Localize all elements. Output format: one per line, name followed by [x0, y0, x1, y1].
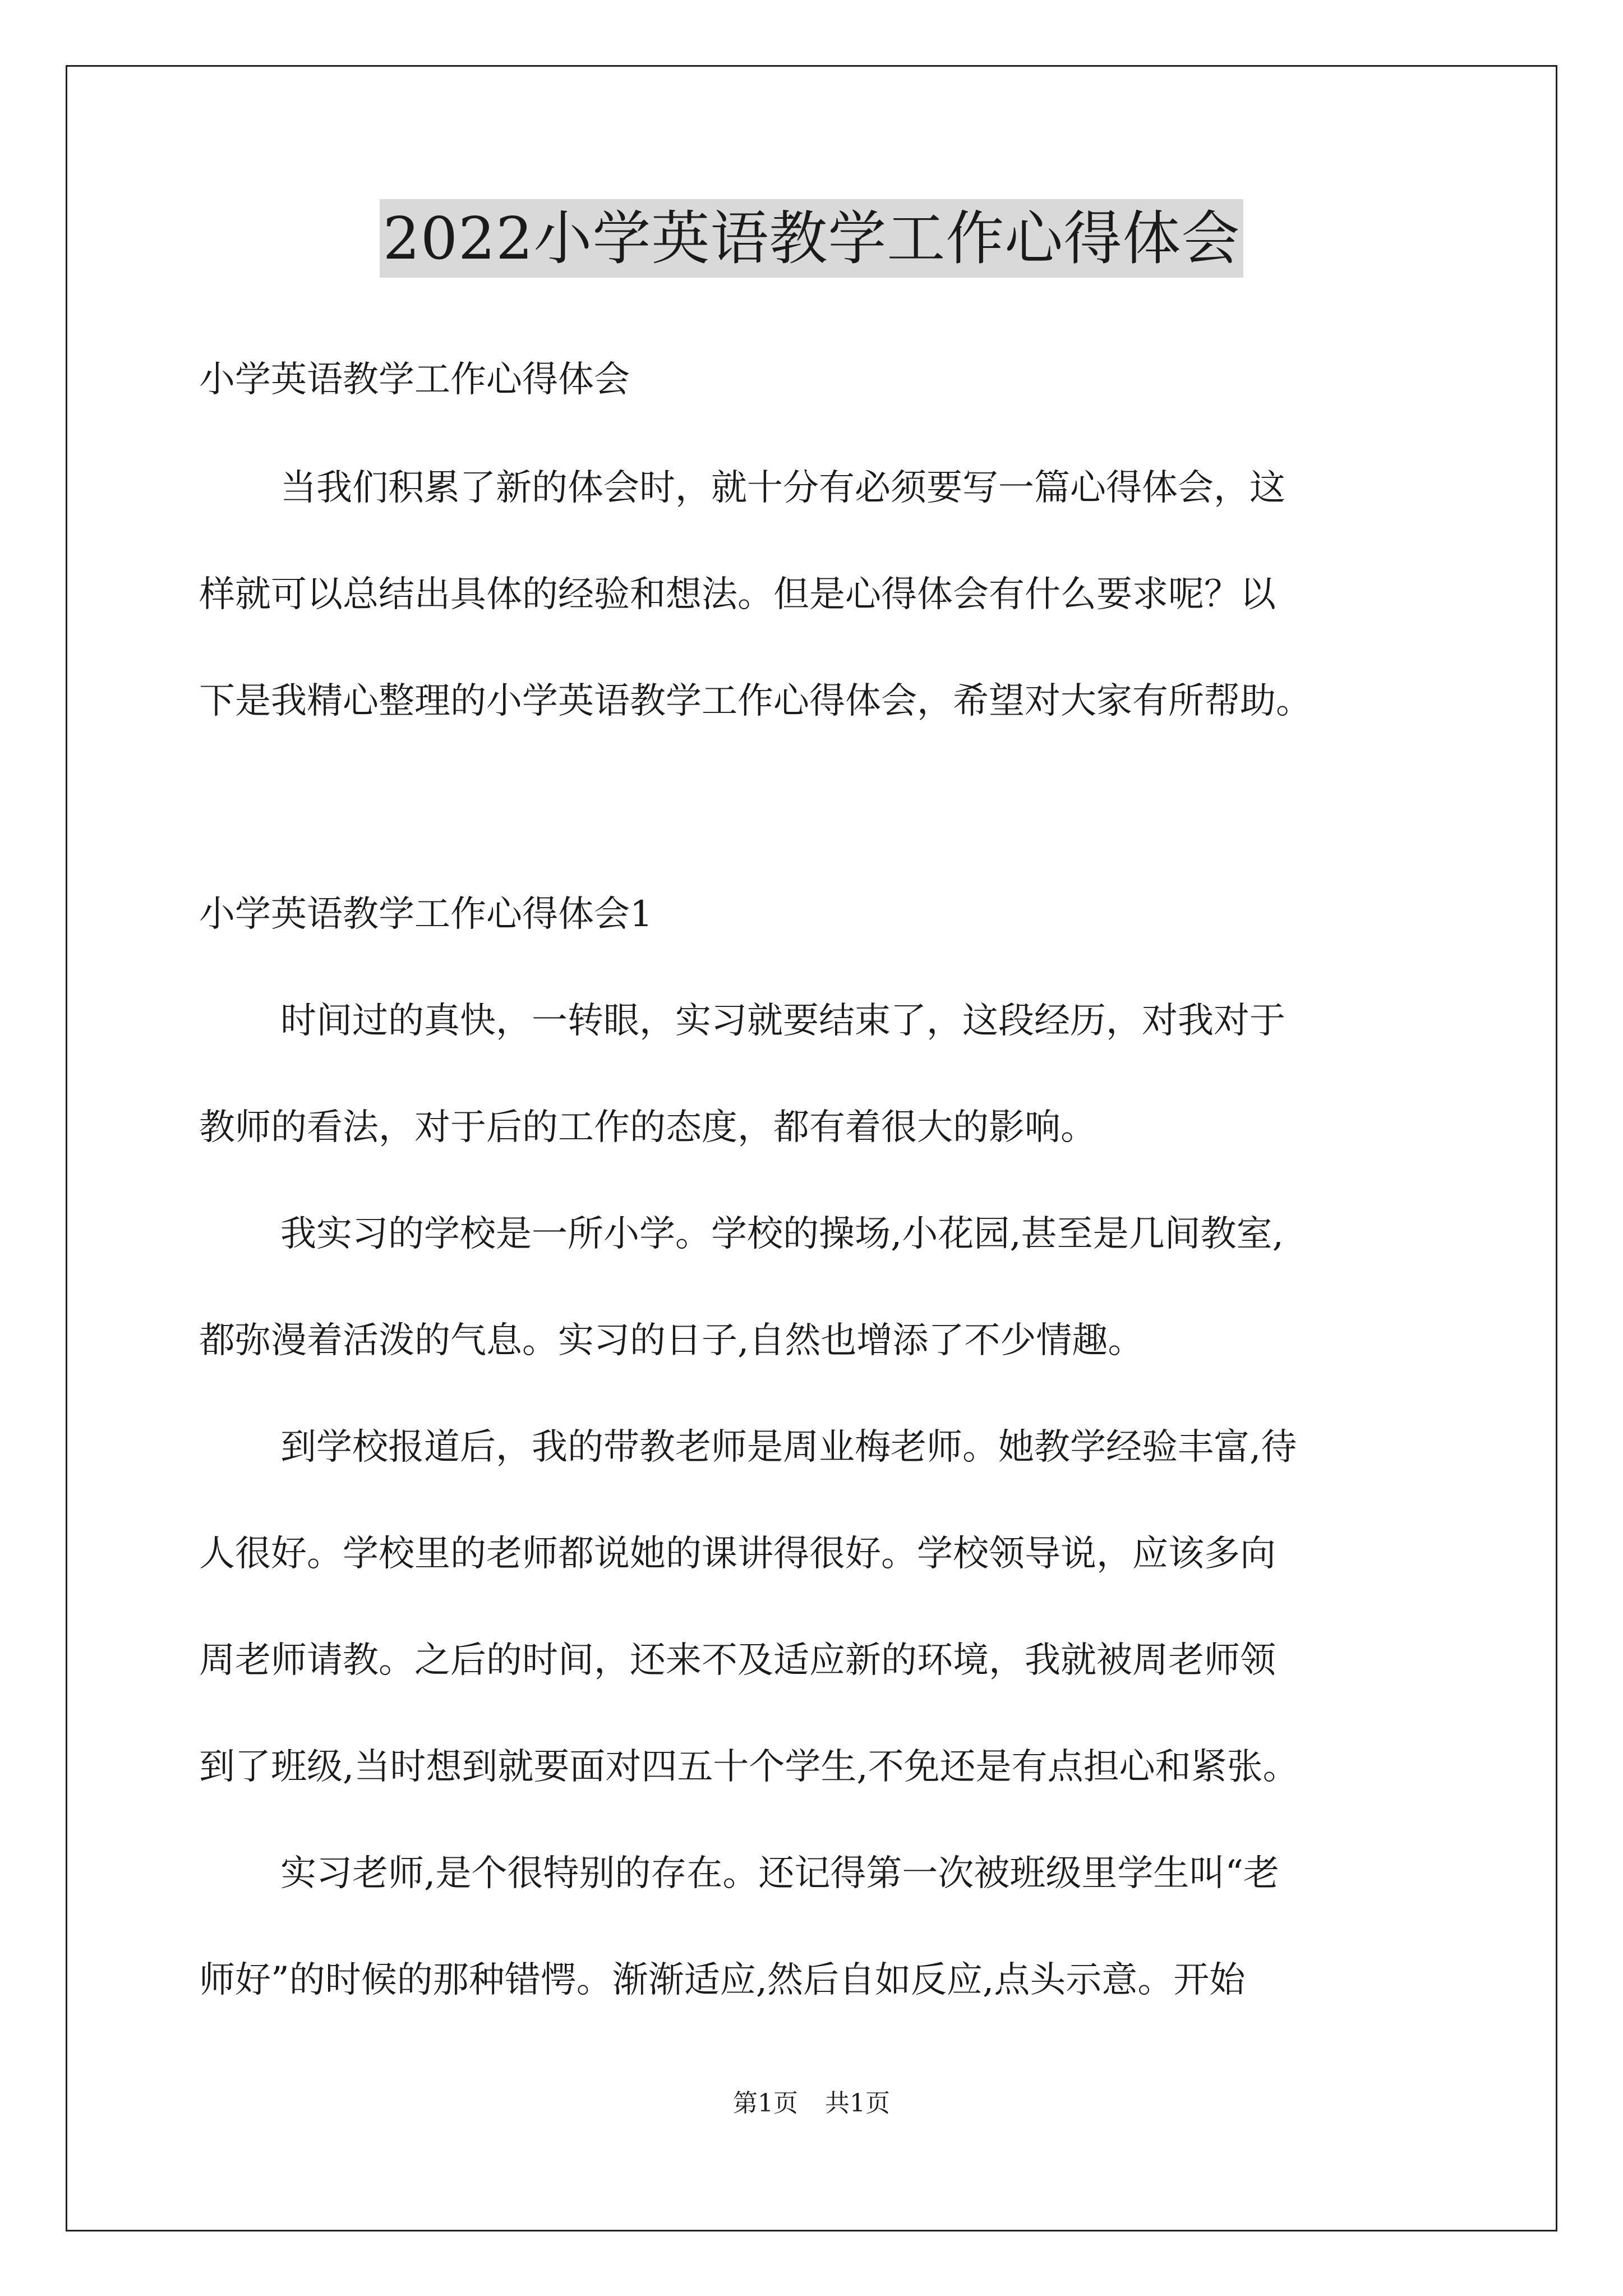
body-line: 周老师请教。之后的时间，还来不及适应新的环境，我就被周老师领: [199, 1640, 1276, 1681]
body-line: 教师的看法，对于后的工作的态度，都有着很大的影响。: [199, 1107, 1096, 1148]
body-line: 到了班级,当时想到就要面对四五十个学生,不免还是有点担心和紧张。: [199, 1746, 1299, 1788]
body-line: 实习老师,是个很特别的存在。还记得第一次被班级里学生叫“老: [280, 1853, 1280, 1894]
intro-line: 下是我精心整理的小学英语教学工作心得体会，希望对大家有所帮助。: [199, 680, 1312, 722]
body-line: 我实习的学校是一所小学。学校的操场,小花园,甚至是几间教室,: [280, 1213, 1284, 1255]
body-line: 师好”的时候的那种错愕。渐渐适应,然后自如反应,点头示意。开始: [199, 1959, 1246, 2001]
page-number: 第1页: [733, 2089, 798, 2118]
body-line: 时间过的真快，一转眼，实习就要结束了，这段经历，对我对于: [280, 1000, 1285, 1042]
body-line: 都弥漫着活泼的气息。实习的日子,自然也增添了不少情趣。: [199, 1320, 1144, 1361]
body-line: 人很好。学校里的老师都说她的课讲得很好。学校领导说，应该多向: [199, 1533, 1276, 1575]
intro-line: 当我们积累了新的体会时，就十分有必须要写一篇心得体会，这: [280, 467, 1285, 509]
page-footer: [0, 2087, 1623, 2120]
document-subtitle: 小学英语教学工作心得体会: [199, 359, 630, 401]
section-heading: 小学英语教学工作心得体会1: [199, 894, 653, 935]
document-title: 2022小学英语教学工作心得体会: [380, 199, 1244, 278]
intro-line: 样就可以总结出具体的经验和想法。但是心得体会有什么要求呢？以: [199, 574, 1276, 615]
page-total: 共1页: [825, 2089, 890, 2118]
body-line: 到学校报道后，我的带教老师是周业梅老师。她教学经验丰富,待: [280, 1427, 1297, 1468]
title-container: [0, 199, 1623, 278]
